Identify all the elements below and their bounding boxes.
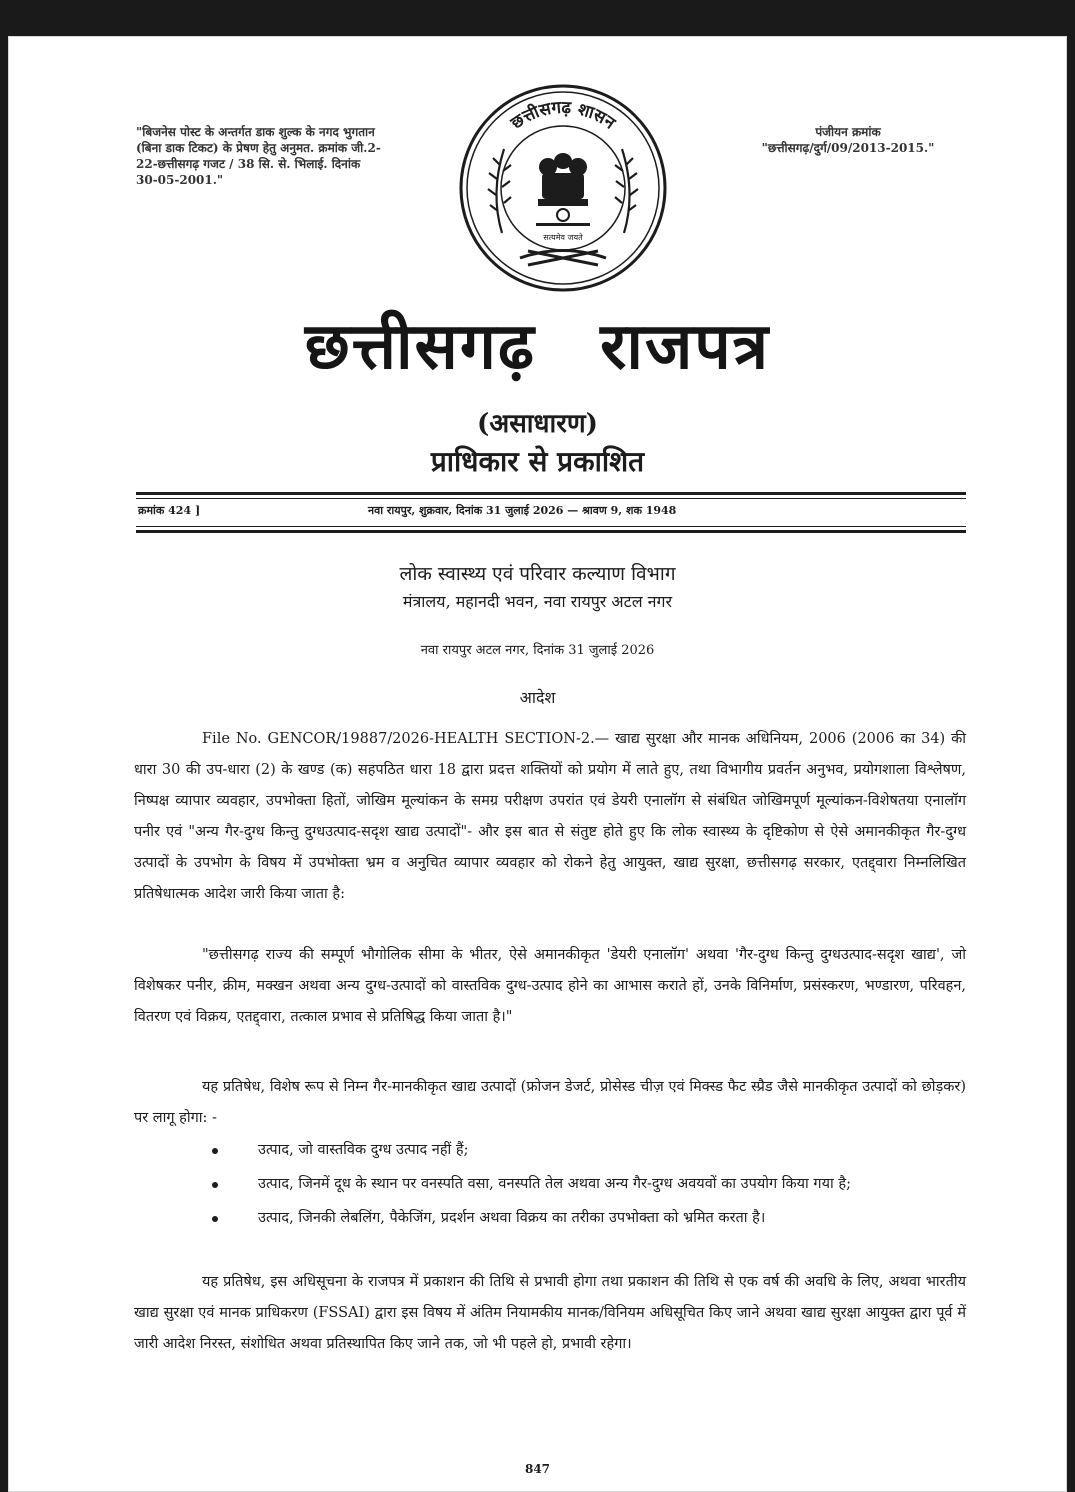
issue-place-date: नवा रायपुर, शुक्रवार, दिनांक 31 जुलाई 2026 — श्रावण 9, शक 1948	[368, 504, 677, 517]
svg-text:छत्तीसगढ़ शासन	[507, 98, 620, 134]
emblem-ring-text: छत्तीसगढ़ शासन	[507, 97, 619, 134]
order-paragraph-4: यह प्रतिषेध, इस अधिसूचना के राजपत्र में प्रकाशन की तिथि से प्रभावी होगा तथा प्रकाशन की तिथि से एक वर्ष की अवधि के लिए, अथवा भारतीय खाद्य सुरक्षा एवं मानक प्राधिकरण (FSSAI) द्वारा इस विषय में अंतिम नियामकीय मानक/विनियम अधिसूचित किए जाने अथवा खाद्य सुरक्षा आयुक्त द्वारा पूर्व में जारी आदेश निरस्त, संशोधित अथवा प्रतिस्थापित किए जाने तक, जो भी पहले हो, प्रभावी रहेगा।	[134, 1274, 966, 1352]
bullet-icon	[212, 1148, 218, 1154]
bullet-icon	[212, 1216, 218, 1222]
viewer-top-bar	[0, 0, 1075, 36]
registration-block	[728, 124, 968, 156]
order-heading: आदेश	[519, 688, 556, 707]
bottom-thin-rule	[136, 526, 966, 527]
registration-number: "छत्तीसगढ़/दुर्ग/09/2013-2015."	[761, 141, 935, 155]
issue-number: क्रमांक 424 ]	[138, 504, 201, 517]
emblem-icon	[458, 83, 668, 293]
gazette-page	[8, 36, 1067, 1492]
gazette-edition: (असाधारण)	[477, 409, 598, 439]
order-paragraph-3: यह प्रतिषेध, विशेष रूप से निम्न गैर-मानकीकृत खाद्य उत्पादों (फ्रोजन डेजर्ट, प्रोसेस्ड चीज़ एवं मिक्स्ड फैट स्प्रैड जैसे मानकीकृत उत्पादों को छोड़कर) पर लागू होगा: -	[134, 1079, 966, 1126]
registration-label: पंजीयन क्रमांक	[815, 125, 881, 139]
department-address: मंत्रालय, महानदी भवन, नवा रायपुर अटल नगर	[402, 592, 673, 611]
department-name: लोक स्वास्थ्य एवं परिवार कल्याण विभाग	[399, 563, 676, 585]
prohibited-products-list	[134, 1136, 966, 1238]
list-item: उत्पाद, जो वास्तविक दुग्ध उत्पाद नहीं हैं;	[134, 1136, 966, 1164]
postal-permit-note: "बिजनेस पोस्ट के अन्तर्गत डाक शुल्क के नगद भुगतान (बिना डाक टिकट) के प्रेषण हेतु अनुमत. क्रमांक जी.2-22-छत्तीसगढ़ गजट / 38 सि. से. भिलाई. दिनांक 30-05-2001."	[136, 125, 381, 187]
order-place-date: नवा रायपुर अटल नगर, दिनांक 31 जुलाई 2026	[420, 643, 655, 658]
top-thin-rule	[136, 498, 966, 499]
order-paragraph-1: File No. GENCOR/19887/2026-HEALTH SECTION-2.— खाद्य सुरक्षा और मानक अधिनियम, 2006 (2006 का 34) की धारा 30 की उप-धारा (2) के खण्ड (क) सहपठित धारा 18 द्वारा प्रदत्त शक्तियों को प्रयोग में लाते हुए, तथा विभागीय प्रवर्तन अनुभव, प्रयोगशाला विश्लेषण, निष्पक्ष व्यापार व्यवहार, उपभोक्ता हितों, जोखिम मूल्यांकन के समग्र परीक्षण उपरांत एवं डेयरी एनालॉग से संबंधित जोखिमपूर्ण मूल्यांकन-विशेषतया एनालॉग पनीर एवं "अन्य गैर-दुग्ध किन्तु दुग्धउत्पाद-सदृश खाद्य उत्पादों"- और इस बात से संतुष्ट होते हुए कि लोक स्वास्थ्य के दृष्टिकोण से ऐसे अमानकीकृत गैर-दुग्ध उत्पादों के उपभोग के विषय में उपभोक्ता भ्रम व अनुचित व्यापार व्यवहार को रोकने हेतु आयुक्त, खाद्य सुरक्षा, छत्तीसगढ़ सरकार, एतद्द्वारा निम्नलिखित प्रतिषेधात्मक आदेश जारी किया जाता है:	[134, 731, 966, 902]
order-paragraph-2: "छत्तीसगढ़ राज्य की सम्पूर्ण भौगोलिक सीमा के भीतर, ऐसे अमानकीकृत 'डेयरी एनालॉग' अथवा 'गैर-दुग्ध किन्तु दुग्धउत्पाद-सदृश खाद्य', जो विशेषकर पनीर, क्रीम, मक्खन अथवा अन्य दुग्ध-उत्पादों को वास्तविक दुग्ध-उत्पाद होने का आभास कराते हों, उनके विनिर्माण, प्रसंस्करण, भण्डारण, परिवहन, वितरण एवं विक्रय, एतद्द्वारा, तत्काल प्रभाव से प्रतिषिद्ध किया जाता है।"	[134, 947, 966, 1025]
page-number: 847	[524, 1462, 551, 1476]
gazette-title: छत्तीसगढ़ राजपत्र	[304, 309, 771, 384]
top-double-rule	[136, 492, 966, 495]
bottom-double-rule	[136, 530, 966, 533]
list-item: उत्पाद, जिनमें दूध के स्थान पर वनस्पति वसा, वनस्पति तेल अथवा अन्य गैर-दुग्ध अवयवों का उपयोग किया गया है;	[134, 1170, 966, 1198]
list-item: उत्पाद, जिनकी लेबलिंग, पैकेजिंग, प्रदर्शन अथवा विक्रय का तरीका उपभोक्ता को भ्रमित करता है।	[134, 1204, 966, 1232]
bullet-icon	[212, 1182, 218, 1188]
state-emblem-seal	[458, 83, 668, 293]
publication-authority: प्राधिकार से प्रकाशित	[430, 445, 645, 478]
emblem-motto: सत्यमेव जयते	[543, 233, 583, 242]
